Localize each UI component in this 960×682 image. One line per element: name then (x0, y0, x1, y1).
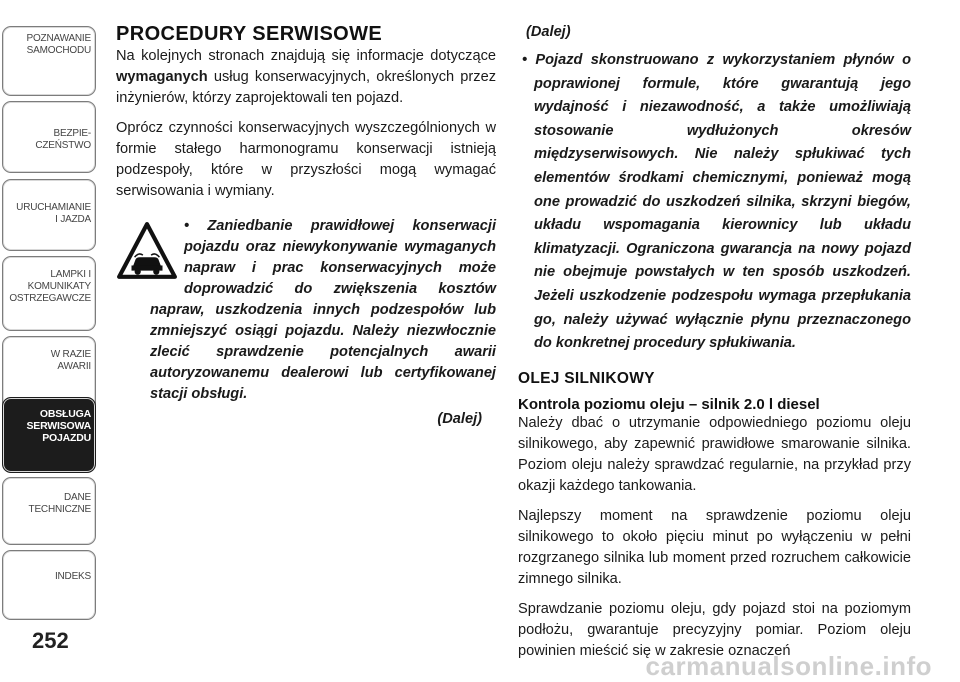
oil-paragraph-1: Należy dbać o utrzymanie odpowiedniego poziomu oleju silnikowego, aby zapewnić prawidłowe smarowanie silnika. Poziom oleju należy sprawdzać regularnie, na przykład przy okazji każdego tankowania. (518, 414, 911, 494)
maintenance-paragraph: Oprócz czynności konserwacyjnych wyszczególnionych w formie stałego harmonogramu konserwacji istnieją podzespoły, które w przyszłości mogą wymagać serwisowania i wymiany. (116, 120, 496, 199)
warning-triangle-car-icon (116, 220, 178, 282)
tab-lampki-i-komunikaty[interactable]: LAMPKI I KOMUNIKATY OSTRZEGAWCZE (2, 256, 96, 331)
right-column (512, 22, 911, 671)
tab-indeks[interactable]: INDEKS (2, 550, 96, 620)
warning-box (116, 216, 496, 430)
page-number: 252 (32, 628, 69, 653)
intro-paragraph: Na kolejnych stronach znajdują się informacje dotyczące wymaganych usług konserwacyjnych, określonych przez inżynierów, którzy zaprojektowali ten pojazd. (116, 48, 496, 106)
tab-bezpieczenstwo[interactable]: BEZPIE- CZEŃSTWO (2, 101, 96, 173)
left-column (116, 22, 496, 430)
page-title: PROCEDURY SERWISOWE (116, 23, 383, 45)
subsection-heading-oil-level: Kontrola poziomu oleju – silnik 2.0 l diesel (518, 395, 820, 413)
warning-text: • Zaniedbanie prawidłowej konserwacji pojazdu oraz niewykonywanie wymaganych napraw i prac konserwacyjnych może doprowadzić do zwiększenia kosztów napraw, uszkodzenia innych podzespołów lub zmniejszyć osiągi pojazdu. Należy niezwłocznie zlecić sprawdzenie potencjalnych awarii autoryzowanemu dealerowi lub certyfikowanej stacji obsługi. (150, 218, 496, 402)
continued-label-right: (Dalej) (526, 24, 571, 40)
oil-paragraph-2: Najlepszy moment na sprawdzenie poziomu oleju silnikowego to około pięciu minut po wyłączeniu w pełni rozgrzanego silnika lub moment przed rozruchem całkowicie zimnego silnika. (518, 507, 911, 587)
watermark: carmanualsonline.info (645, 651, 932, 681)
tab-uruchamianie-i-jazda[interactable]: URUCHAMIANIE I JAZDA (2, 179, 96, 251)
tab-dane-techniczne[interactable]: DANE TECHNICZNE (2, 477, 96, 545)
tab-poznawanie-samochodu[interactable]: POZNAWANIE SAMOCHODU (2, 26, 96, 96)
continued-label-left: (Dalej) (437, 411, 482, 427)
oil-paragraph-3: Sprawdzanie poziomu oleju, gdy pojazd stoi na poziomym podłożu, gwarantuje precyzyjny pomiar. Poziom oleju powinien mieścić się w zakresie oznaczeń (518, 600, 911, 659)
section-heading-engine-oil: OLEJ SILNIKOWY (518, 369, 655, 387)
tab-obsluga-serwisowa[interactable]: OBSŁUGA SERWISOWA POJAZDU (2, 397, 96, 473)
tab-w-razie-awarii[interactable]: W RAZIE AWARII (2, 336, 96, 412)
fluids-warning-bullet: • Pojazd skonstruowano z wykorzystaniem płynów o poprawionej formule, które gwarantują jego wydajność i niezawodność, a także umożliwiają stosowanie wydłużonych okresów międzyserwisowych. Nie należy spłukiwać tych elementów środkami chemicznymi, ponieważ mogą one prowadzić do uszkodzeń silnika, skrzyni biegów, układu wspomagania kierownicy lub układu klimatyzacji. Ograniczona gwarancja na nowy pojazd nie obejmuje powstałych w ten sposób uszkodzeń. Jeżeli uszkodzenie podzespołu wymaga przepłukania go, należy używać wyłącznie płynu przeznaczonego do konkretnej procedury spłukiwania. (522, 52, 911, 352)
